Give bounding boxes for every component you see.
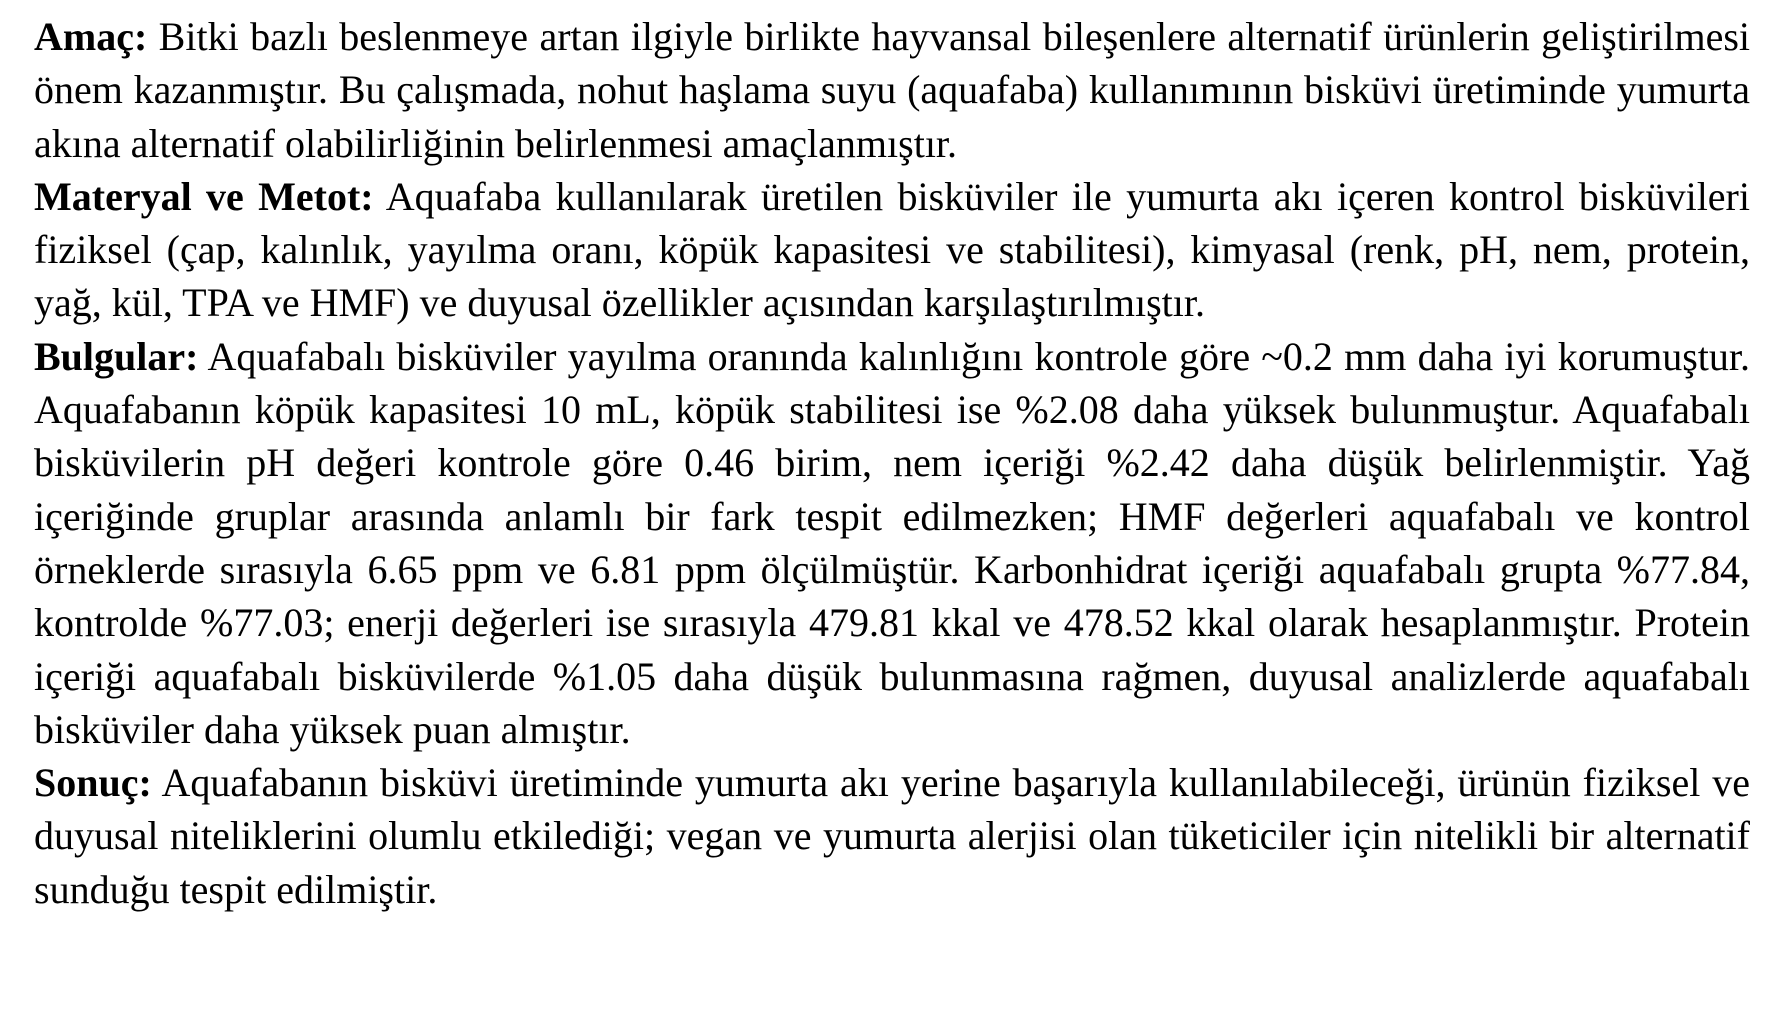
section-results (34, 330, 1750, 756)
section-conclusion (34, 756, 1750, 916)
section-text-results: Aquafabalı bisküviler yayılma oranında kalınlığını kontrole göre ~0.2 mm daha iyi korumuştur. Aquafabanın köpük kapasitesi 10 mL, köpük stabilitesi ise %2.08 daha yüksek bulunmuştur. Aquafabalı bisküvilerin pH değeri kontrole göre 0.46 birim, nem içeriği %2.42 daha düşük belirlenmiştir. Yağ içeriğinde gruplar arasında anlamlı bir fark tespit edilmezken; HMF değerleri aquafabalı ve kontrol örneklerde sırasıyla 6.65 ppm ve 6.81 ppm ölçülmüştür. Karbonhidrat içeriği aquafabalı grupta %77.84, kontrolde %77.03; enerji değerleri ise sırasıyla 479.81 kkal ve 478.52 kkal olarak hesaplanmıştır. Protein içeriği aquafabalı bisküvilerde %1.05 daha düşük bulunmasına rağmen, duyusal analizlerde aquafabalı bisküviler daha yüksek puan almıştır. (34, 333, 1750, 752)
section-label-conclusion: Sonuç: (34, 760, 152, 806)
abstract-body (34, 10, 1750, 916)
section-text-methods: Aquafaba kullanılarak üretilen bisküviler ile yumurta akı içeren kontrol bisküvileri fiziksel (çap, kalınlık, yayılma oranı, köpük kapasitesi ve stabilitesi), kimyasal (renk, pH, nem, protein, yağ, kül, TPA ve HMF) ve duyusal özellikler açısından karşılaştırılmıştır. (34, 173, 1750, 326)
section-label-methods: Materyal ve Metot: (34, 173, 374, 219)
section-label-results: Bulgular: (34, 333, 199, 379)
section-label-objective: Amaç: (34, 14, 148, 59)
section-text-conclusion: Aquafabanın bisküvi üretiminde yumurta akı yerine başarıyla kullanılabileceği, ürünün fiziksel ve duyusal niteliklerini olumlu etkilediği; vegan ve yumurta alerjisi olan tüketiciler için nitelikli bir alternatif sunduğu tespit edilmiştir. (34, 760, 1750, 912)
section-text-objective: Bitki bazlı beslenmeye artan ilgiyle birlikte hayvansal bileşenlere alternatif ürünlerin geliştirilmesi önem kazanmıştır. Bu çalışmada, nohut haşlama suyu (aquafaba) kullanımının bisküvi üretiminde yumurta akına alternatif olabilirliğinin belirlenmesi amaçlanmıştır. (34, 14, 1750, 166)
section-objective (34, 10, 1750, 170)
section-methods (34, 170, 1750, 330)
